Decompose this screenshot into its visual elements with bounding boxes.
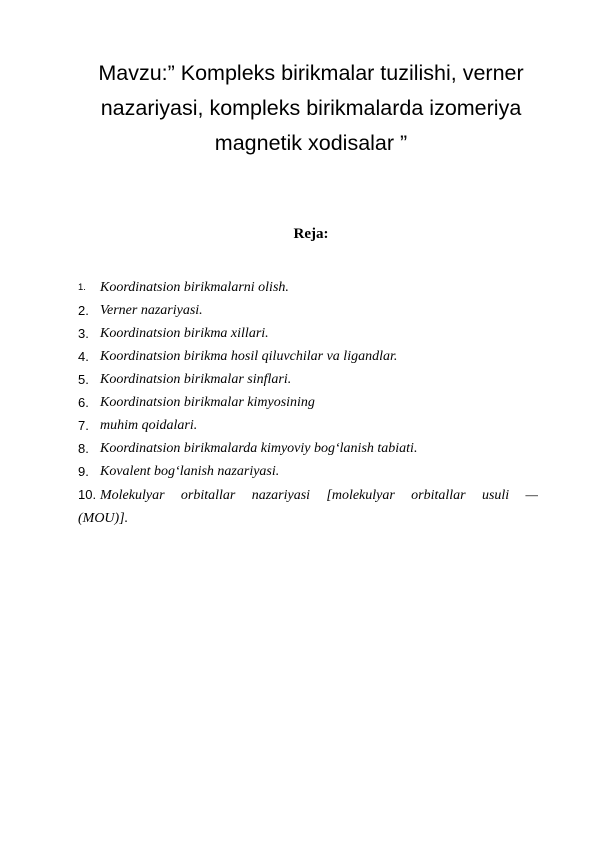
plan-item bbox=[78, 414, 538, 437]
plan-item-text: Koordinatsion birikma hosil qiluvchilar va ligandlar. bbox=[100, 349, 398, 364]
plan-item bbox=[78, 276, 538, 299]
plan-item-number: 3. bbox=[78, 326, 89, 341]
document-title bbox=[78, 56, 544, 161]
plan-item bbox=[78, 437, 538, 460]
plan-item bbox=[78, 322, 538, 345]
plan-item-number: 9. bbox=[78, 464, 89, 479]
plan-item-number: 1. bbox=[78, 282, 86, 293]
plan-item bbox=[78, 391, 538, 414]
plan-item-text: muhim qoidalari. bbox=[100, 418, 198, 433]
plan-heading: Reja: bbox=[293, 226, 329, 242]
plan-item bbox=[78, 345, 538, 368]
plan-item bbox=[78, 299, 538, 322]
plan-item-text-continued: (MOU)]. bbox=[78, 511, 129, 526]
plan-item-text: Koordinatsion birikma xillari. bbox=[100, 326, 269, 341]
plan-item bbox=[78, 483, 538, 530]
plan-item-text: Koordinatsion birikmalar kimyosining bbox=[100, 395, 315, 410]
title-line: nazariyasi, kompleks birikmalarda izomeriya bbox=[100, 96, 522, 120]
plan-item bbox=[78, 368, 538, 391]
plan-item-first-line bbox=[78, 483, 538, 507]
plan-item-number: 8. bbox=[78, 441, 89, 456]
plan-item-number: 7. bbox=[78, 418, 89, 433]
title-line: magnetik xodisalar ” bbox=[214, 131, 408, 155]
plan-item-number: 10. bbox=[78, 487, 97, 502]
plan-item-number: 2. bbox=[78, 303, 89, 318]
plan-item-number: 5. bbox=[78, 372, 89, 387]
plan-item-text: Koordinatsion birikmalarda kimyoviy bog‘lanish tabiati. bbox=[100, 441, 418, 456]
plan-item-number: 4. bbox=[78, 349, 89, 364]
plan-item-text: Kovalent bog‘lanish nazariyasi. bbox=[100, 464, 280, 479]
plan-item-text: Molekulyar orbitallar nazariyasi [molekulyar orbitallar usuli — bbox=[100, 488, 538, 503]
plan-list bbox=[78, 276, 538, 530]
plan-item-text: Koordinatsion birikmalarni olish. bbox=[100, 280, 289, 295]
plan-item bbox=[78, 460, 538, 483]
plan-item-text: Koordinatsion birikmalar sinflari. bbox=[100, 372, 292, 387]
title-line: Mavzu:” Kompleks birikmalar tuzilishi, verner bbox=[98, 61, 524, 85]
plan-item-number: 6. bbox=[78, 395, 89, 410]
plan-item-text: Verner nazariyasi. bbox=[100, 303, 203, 318]
